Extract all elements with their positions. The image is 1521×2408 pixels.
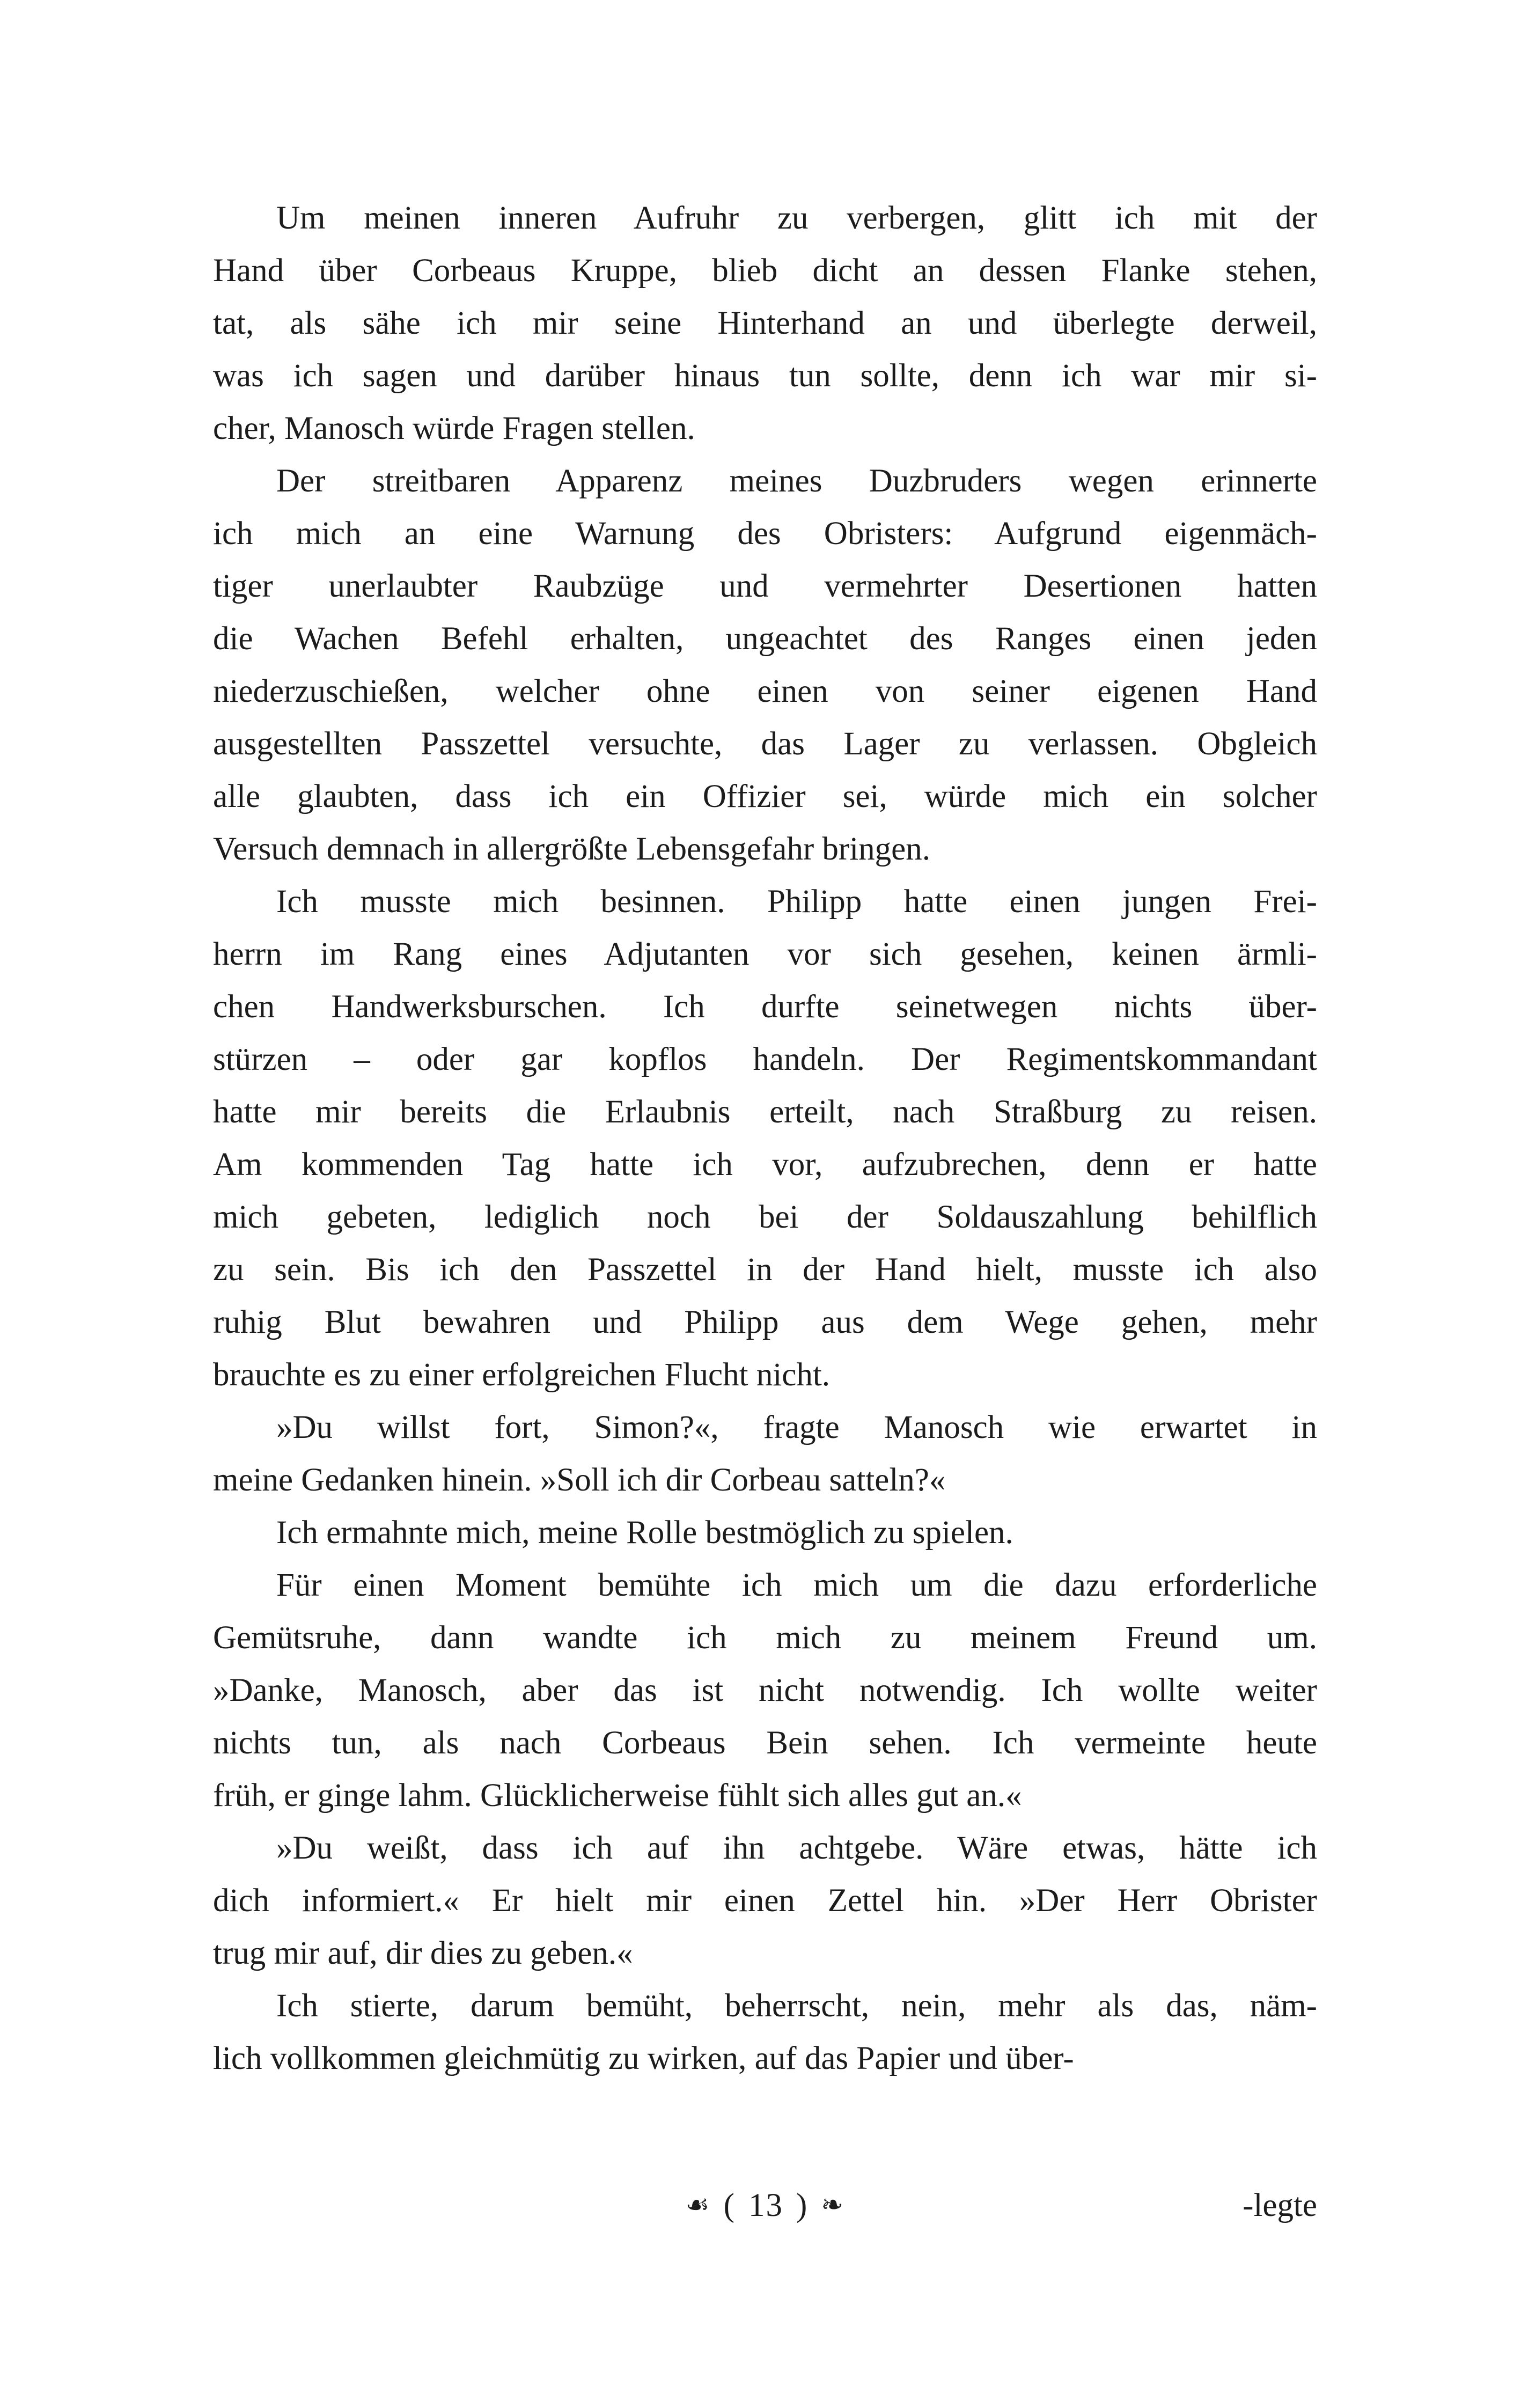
text-line: ausgestellten Passzettel versuchte, das Lager zu verlassen. Obgleich <box>213 726 1317 762</box>
text-line: »Danke, Manosch, aber das ist nicht notwendig. Ich wollte weiter <box>213 1672 1317 1708</box>
paren-open: ( <box>723 2187 736 2223</box>
paragraph <box>213 1401 1317 1507</box>
text-line: Für einen Moment bemühte ich mich um die dazu erforderliche <box>276 1567 1317 1603</box>
text-line: cher, Manosch würde Fragen stellen. <box>213 410 695 446</box>
fleuron-right-icon: ❧ <box>821 2189 845 2220</box>
text-line: »Du willst fort, Simon?«, fragte Manosch wie erwartet in <box>276 1409 1317 1445</box>
text-line: Gemütsruhe, dann wandte ich mich zu meinem Freund um. <box>213 1620 1317 1656</box>
text-line: meine Gedanken hinein. »Soll ich dir Corbeau satteln?« <box>213 1462 946 1498</box>
text-body <box>213 192 1317 2085</box>
paragraph <box>213 455 1317 876</box>
text-line: Versuch demnach in allergrößte Lebensgefahr bringen. <box>213 831 930 867</box>
text-line: Hand über Corbeaus Kruppe, blieb dicht an dessen Flanke stehen, <box>213 253 1317 289</box>
text-line: tat, als sähe ich mir seine Hinterhand an und überlegte derweil, <box>213 305 1317 341</box>
text-line: tiger unerlaubter Raubzüge und vermehrter Desertionen hatten <box>213 568 1317 604</box>
text-line: »Du weißt, dass ich auf ihn achtgebe. Wäre etwas, hätte ich <box>276 1830 1317 1866</box>
paragraph <box>213 192 1317 455</box>
paragraph <box>213 1559 1317 1822</box>
text-line: Ich musste mich besinnen. Philipp hatte einen jungen Frei- <box>276 884 1317 920</box>
text-line: trug mir auf, dir dies zu geben.« <box>213 1935 633 1971</box>
page-number: 13 <box>748 2187 783 2223</box>
text-line: mich gebeten, lediglich noch bei der Soldauszahlung behilflich <box>213 1199 1317 1235</box>
text-line: niederzuschießen, welcher ohne einen von seiner eigenen Hand <box>213 673 1317 709</box>
text-line: früh, er ginge lahm. Glücklicherweise fühlt sich alles gut an.« <box>213 1778 1022 1814</box>
text-line: zu sein. Bis ich den Passzettel in der Hand hielt, musste ich also <box>213 1252 1317 1288</box>
page-footer <box>213 2179 1317 2233</box>
text-line: herrn im Rang eines Adjutanten vor sich gesehen, keinen ärmli- <box>213 936 1317 972</box>
text-line: brauchte es zu einer erfolgreichen Flucht nicht. <box>213 1357 831 1393</box>
text-line: alle glaubten, dass ich ein Offizier sei, würde mich ein solcher <box>213 779 1317 814</box>
fleuron-left-icon: ☙ <box>685 2189 711 2220</box>
text-line: dich informiert.« Er hielt mir einen Zettel hin. »Der Herr Obrister <box>213 1883 1317 1919</box>
text-line: die Wachen Befehl erhalten, ungeachtet des Ranges einen jeden <box>213 621 1317 657</box>
text-line: stürzen – oder gar kopflos handeln. Der Regimentskommandant <box>213 1041 1317 1077</box>
paragraph <box>213 876 1317 1401</box>
text-line: ruhig Blut bewahren und Philipp aus dem Wege gehen, mehr <box>213 1304 1317 1340</box>
text-line: chen Handwerksburschen. Ich durfte seinetwegen nichts über- <box>213 989 1317 1025</box>
text-line: lich vollkommen gleichmütig zu wirken, auf das Papier und über- <box>213 2040 1074 2076</box>
paragraph <box>213 1822 1317 1980</box>
text-line: Der streitbaren Apparenz meines Duzbruders wegen erinnerte <box>276 463 1317 499</box>
text-line: was ich sagen und darüber hinaus tun sollte, denn ich war mir si- <box>213 358 1317 394</box>
paragraph <box>213 1507 1317 1559</box>
text-line: Um meinen inneren Aufruhr zu verbergen, glitt ich mit der <box>276 200 1317 236</box>
text-line: Ich stierte, darum bemüht, beherrscht, nein, mehr als das, näm- <box>276 1988 1317 2024</box>
page-number-folio <box>213 2179 1317 2233</box>
text-line: ich mich an eine Warnung des Obristers: Aufgrund eigenmäch- <box>213 516 1317 552</box>
text-line: hatte mir bereits die Erlaubnis erteilt, nach Straßburg zu reisen. <box>213 1094 1317 1130</box>
text-line: Ich ermahnte mich, meine Rolle bestmöglich zu spielen. <box>276 1515 1013 1551</box>
text-line: Am kommenden Tag hatte ich vor, aufzubrechen, denn er hatte <box>213 1147 1317 1183</box>
paragraph <box>213 1980 1317 2085</box>
paren-close: ) <box>796 2187 809 2223</box>
catchword: -legte <box>1243 2187 1317 2223</box>
text-line: nichts tun, als nach Corbeaus Bein sehen. Ich vermeinte heute <box>213 1725 1317 1761</box>
